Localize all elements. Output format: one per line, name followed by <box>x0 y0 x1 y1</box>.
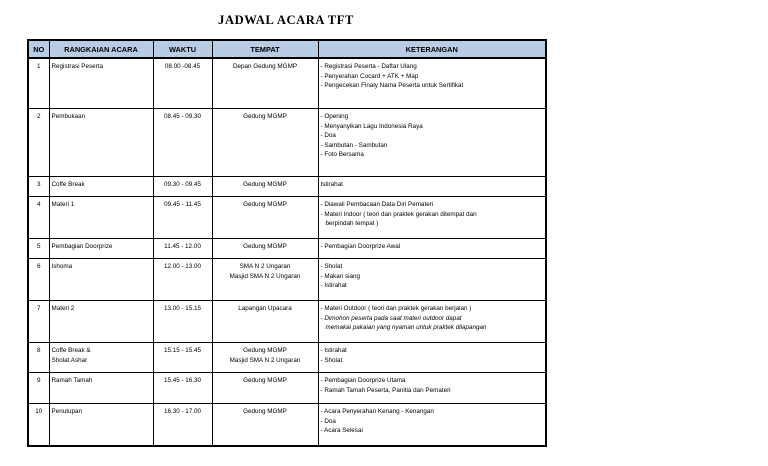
cell-no: 7 <box>28 301 49 343</box>
table-row <box>28 259 546 301</box>
cell-waktu: 15.45 - 16.30 <box>153 373 212 404</box>
cell-keterangan: - Istirahat - Sholat <box>318 343 546 373</box>
cell-no: 8 <box>28 343 49 373</box>
cell-acara: Pembukaan <box>49 109 153 177</box>
table-row <box>28 197 546 239</box>
cell-keterangan: - Pembagian Doorprize Awal <box>318 239 546 259</box>
cell-keterangan: - Acara Penyerahan Kenang - Kenangan - Doa - Acara Selesai <box>318 404 546 447</box>
cell-tempat: Depan Gedung MGMP <box>212 58 318 109</box>
cell-keterangan: - Materi Outdoor ( teori dan praktek gerakan berjalan ) - Dimohon peserta pada saat materi outdoor dapat memakai pakaian yang nyaman untuk praktek dilapangan <box>318 301 546 343</box>
cell-tempat: Lapangan Upacara <box>212 301 318 343</box>
cell-no: 2 <box>28 109 49 177</box>
cell-acara: Materi 2 <box>49 301 153 343</box>
cell-waktu: 08.00 -08.45 <box>153 58 212 109</box>
cell-tempat: Gedung MGMP <box>212 197 318 239</box>
header-rangkaian-acara: RANGKAIAN ACARA <box>49 40 153 58</box>
cell-tempat: Gedung MGMP <box>212 373 318 404</box>
cell-acara: Materi 1 <box>49 197 153 239</box>
cell-no: 9 <box>28 373 49 404</box>
cell-keterangan: - Sholat - Makan siang - Istirahat <box>318 259 546 301</box>
cell-acara: Coffe Break & Sholat Ashar <box>49 343 153 373</box>
cell-no: 10 <box>28 404 49 447</box>
cell-waktu: 13.00 - 15.15 <box>153 301 212 343</box>
header-waktu: WAKTU <box>153 40 212 58</box>
table-row <box>28 301 546 343</box>
cell-acara: Coffe Break <box>49 177 153 197</box>
header-row <box>28 40 546 58</box>
cell-no: 1 <box>28 58 49 109</box>
cell-keterangan: Istirahat <box>318 177 546 197</box>
cell-acara: Penutupan <box>49 404 153 447</box>
cell-acara: Ishoma <box>49 259 153 301</box>
table-row <box>28 109 546 177</box>
table-row <box>28 343 546 373</box>
cell-acara: Registrasi Peserta <box>49 58 153 109</box>
cell-tempat: SMA N 2 Ungaran Masjid SMA N 2 Ungaran <box>212 259 318 301</box>
cell-acara: Ramah Tamah <box>49 373 153 404</box>
cell-no: 5 <box>28 239 49 259</box>
cell-waktu: 15.15 - 15.45 <box>153 343 212 373</box>
cell-no: 6 <box>28 259 49 301</box>
header-no: NO <box>28 40 49 58</box>
cell-no: 4 <box>28 197 49 239</box>
cell-tempat: Gedung MGMP <box>212 404 318 447</box>
header-keterangan: KETERANGAN <box>318 40 546 58</box>
cell-no: 3 <box>28 177 49 197</box>
cell-waktu: 11.45 - 12.00 <box>153 239 212 259</box>
page-title: JADWAL ACARA TFT <box>218 13 354 27</box>
table-row <box>28 373 546 404</box>
cell-waktu: 09.45 - 11.45 <box>153 197 212 239</box>
cell-tempat: Gedung MGMP <box>212 109 318 177</box>
header-tempat: TEMPAT <box>212 40 318 58</box>
cell-tempat: Gedung MGMP <box>212 177 318 197</box>
table-row <box>28 58 546 109</box>
cell-keterangan: - Pembagian Doorprize Utama - Ramah Tamah Peserta, Panitia dan Pemateri <box>318 373 546 404</box>
table-row <box>28 177 546 197</box>
schedule-table <box>27 39 547 447</box>
cell-tempat: Gedung MGMP Masjid SMA N 2 Ungaran <box>212 343 318 373</box>
cell-acara: Pembagian Doorprize <box>49 239 153 259</box>
cell-waktu: 08.45 - 09.30 <box>153 109 212 177</box>
cell-waktu: 12.00 - 13.00 <box>153 259 212 301</box>
cell-tempat: Gedung MGMP <box>212 239 318 259</box>
table-row <box>28 239 546 259</box>
table-row <box>28 404 546 447</box>
cell-keterangan: - Diawali Pembacaan Data Diri Pemateri - Materi Indoor ( teori dan praktek gerakan ditempat dan berpindah tempat ) <box>318 197 546 239</box>
cell-waktu: 16.30 - 17.00 <box>153 404 212 447</box>
cell-waktu: 09.30 - 09.45 <box>153 177 212 197</box>
cell-keterangan: - Registrasi Peserta - Daftar Ulang - Penyerahan Cocard + ATK + Map - Pengecekan Finaly Nama Peserta untuk Sertifikat <box>318 58 546 109</box>
cell-keterangan: - Opening - Menyanyikan Lagu Indonesia Raya - Doa - Sambutan - Sambutan - Foto Bersama <box>318 109 546 177</box>
